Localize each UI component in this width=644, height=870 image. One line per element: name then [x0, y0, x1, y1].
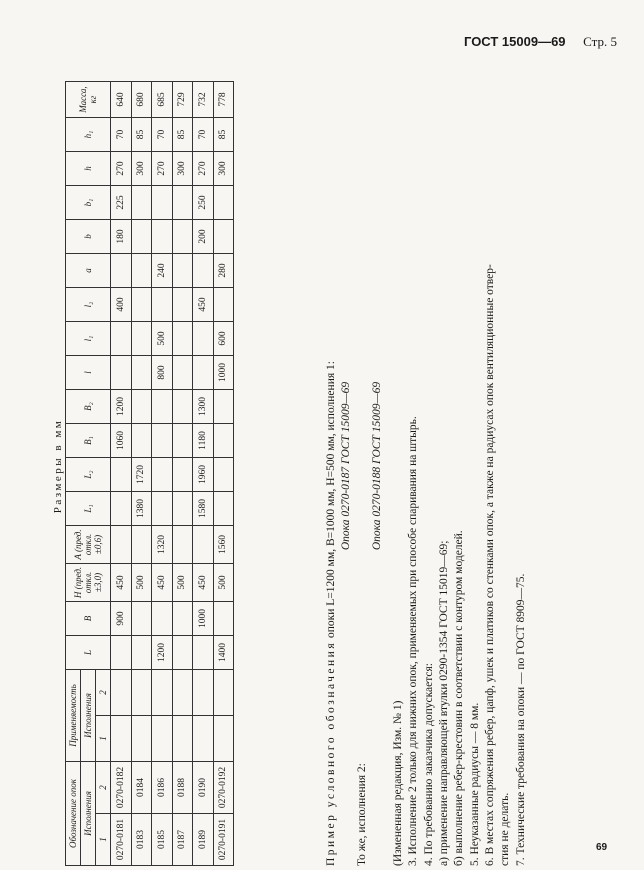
- col-header: h₁: [66, 118, 111, 152]
- table-cell: [152, 288, 173, 322]
- note-line: 6. В местах сопряжения ребер, цапф, ушек и платиков со стенками опок, а также на радиусах опок вентиляционные отвер-: [483, 264, 496, 866]
- table-cell: [111, 322, 132, 356]
- table-cell: [172, 526, 193, 564]
- table-cell: [172, 356, 193, 390]
- example-code: Опока 0270-0187 ГОСТ 15009—69: [340, 381, 353, 551]
- table-cell: [111, 254, 132, 288]
- table-cell: 778: [213, 82, 234, 118]
- table-cell: [111, 356, 132, 390]
- table-cell: 300: [131, 152, 152, 186]
- table-row: [111, 82, 132, 866]
- table-cell: [152, 670, 173, 716]
- col-header: L₁: [66, 492, 111, 526]
- table-cell: [213, 390, 234, 424]
- table-cell: 500: [213, 564, 234, 602]
- note-line: а) применение направляющей втулки 0290-1354 ГОСТ 15019—69;: [438, 540, 451, 866]
- notes: [324, 66, 529, 866]
- table-cell: [131, 424, 152, 458]
- rotated-content: [24, 66, 624, 866]
- col-header: L: [66, 636, 111, 670]
- table-cell: 500: [172, 564, 193, 602]
- table-cell: [131, 254, 152, 288]
- table-cell: 640: [111, 82, 132, 118]
- table-cell: 0270-0182: [111, 762, 132, 814]
- table-cell: [152, 492, 173, 526]
- table-cell: [131, 716, 152, 762]
- table-cell: 85: [172, 118, 193, 152]
- table-cell: 1720: [131, 458, 152, 492]
- table-cell: 200: [193, 220, 214, 254]
- col-header: 1: [96, 716, 111, 762]
- table-cell: 1060: [111, 424, 132, 458]
- table-cell: 0183: [131, 814, 152, 866]
- table-cell: [152, 458, 173, 492]
- table-cell: 270: [152, 152, 173, 186]
- table-cell: 450: [152, 564, 173, 602]
- table-row: [213, 82, 234, 866]
- table-cell: 450: [193, 288, 214, 322]
- table-cell: 732: [193, 82, 214, 118]
- table-row: [152, 82, 173, 866]
- table-cell: 1200: [152, 636, 173, 670]
- table-cell: [213, 716, 234, 762]
- table-cell: [111, 670, 132, 716]
- table-cell: [213, 220, 234, 254]
- note-line: стия не делать.: [499, 792, 512, 866]
- col-header: B₂: [66, 390, 111, 424]
- table-caption: Размеры в мм: [52, 418, 64, 514]
- table-cell: [172, 322, 193, 356]
- table-cell: 250: [193, 186, 214, 220]
- example-label: Пример условного обозначения: [325, 640, 337, 866]
- table-cell: 270: [193, 152, 214, 186]
- col-header: 2: [96, 670, 111, 716]
- table-cell: 180: [111, 220, 132, 254]
- example-text: опоки L=1200 мм, B=1000 мм, H=500 мм, исполнения 1:: [325, 361, 337, 638]
- table-cell: 300: [172, 152, 193, 186]
- table-cell: 1180: [193, 424, 214, 458]
- table-cell: 1320: [152, 526, 173, 564]
- table-cell: [131, 670, 152, 716]
- table-cell: 1200: [111, 390, 132, 424]
- table-cell: 450: [193, 564, 214, 602]
- table-cell: 500: [152, 322, 173, 356]
- table-cell: [131, 356, 152, 390]
- table-cell: [193, 254, 214, 288]
- table-cell: 70: [111, 118, 132, 152]
- table-cell: [213, 670, 234, 716]
- table-cell: [131, 288, 152, 322]
- note-line: 3. Исполнение 2 только для нижних опок, применяемых при способе спаривания на штырь.: [407, 416, 420, 866]
- variants-header: Исполнения: [81, 762, 96, 866]
- table-cell: [193, 670, 214, 716]
- table-cell: [172, 220, 193, 254]
- table-cell: [152, 220, 173, 254]
- table-cell: [172, 288, 193, 322]
- note-line: б) выполнение ребер-крестовин в соответствии с контуром моделей.: [453, 530, 466, 866]
- table-cell: 900: [111, 602, 132, 636]
- table-row: [193, 82, 214, 866]
- table-cell: [152, 424, 173, 458]
- note-line: 7. Технические требования на опоки — по ГОСТ 8909—75.: [514, 573, 527, 866]
- table-cell: [131, 390, 152, 424]
- col-header: l: [66, 356, 111, 390]
- table-cell: [172, 670, 193, 716]
- table-cell: [213, 602, 234, 636]
- table-cell: 1300: [193, 390, 214, 424]
- table-cell: 300: [213, 152, 234, 186]
- table-cell: [152, 716, 173, 762]
- table-row: [131, 82, 152, 866]
- col-header: Масса, кг: [66, 82, 111, 118]
- table-cell: [131, 322, 152, 356]
- table-cell: 240: [152, 254, 173, 288]
- table-cell: [172, 254, 193, 288]
- col-header: H (пред. откл. ±3,0): [66, 564, 111, 602]
- dimensions-table: [65, 81, 234, 866]
- table-cell: [213, 186, 234, 220]
- table-cell: 680: [131, 82, 152, 118]
- note-line: (Измененная редакция, Изм. № 1): [392, 700, 405, 866]
- table-cell: 1580: [193, 492, 214, 526]
- table-cell: [172, 186, 193, 220]
- same-text: То же, исполнения 2:: [355, 763, 368, 866]
- note-line: 4. По требованию заказчика допускается:: [422, 662, 435, 866]
- table-cell: [193, 322, 214, 356]
- table-cell: [131, 526, 152, 564]
- table-cell: 1000: [213, 356, 234, 390]
- col-header: L₂: [66, 458, 111, 492]
- table-cell: [213, 424, 234, 458]
- table-cell: 1960: [193, 458, 214, 492]
- table-cell: 0184: [131, 762, 152, 814]
- table-cell: [172, 424, 193, 458]
- table-cell: 0270-0191: [213, 814, 234, 866]
- table-cell: [172, 636, 193, 670]
- table-cell: 1400: [213, 636, 234, 670]
- page-number: 69: [596, 842, 608, 853]
- table-row: [172, 82, 193, 866]
- table-body: [111, 82, 234, 866]
- table-cell: [111, 716, 132, 762]
- variants2-header: Исполнения: [81, 670, 96, 762]
- table-cell: [172, 458, 193, 492]
- table-cell: [111, 636, 132, 670]
- table-cell: [213, 458, 234, 492]
- col-header: 1: [96, 814, 111, 866]
- page-label: Стр. 5: [583, 34, 618, 49]
- table-cell: [111, 458, 132, 492]
- designation-header: Обозначение опок: [66, 762, 81, 866]
- col-header: b₁: [66, 186, 111, 220]
- table-cell: 0189: [193, 814, 214, 866]
- table-cell: 0188: [172, 762, 193, 814]
- col-header: l₂: [66, 288, 111, 322]
- table-cell: [131, 636, 152, 670]
- table-cell: 729: [172, 82, 193, 118]
- table-cell: 0186: [152, 762, 173, 814]
- table-cell: 0270-0181: [111, 814, 132, 866]
- standard-number: ГОСТ 15009—69: [464, 34, 566, 49]
- table-cell: 70: [193, 118, 214, 152]
- example-line: [324, 66, 339, 866]
- table-cell: 0187: [172, 814, 193, 866]
- table-cell: 600: [213, 322, 234, 356]
- col-header: B: [66, 602, 111, 636]
- table-cell: 1560: [213, 526, 234, 564]
- page-header: [464, 34, 617, 50]
- col-header: l₁: [66, 322, 111, 356]
- table-cell: [193, 636, 214, 670]
- table-cell: [131, 220, 152, 254]
- col-header: 2: [96, 762, 111, 814]
- table-cell: 225: [111, 186, 132, 220]
- table-cell: [152, 602, 173, 636]
- table-cell: [172, 390, 193, 424]
- table-cell: [111, 492, 132, 526]
- col-header: h: [66, 152, 111, 186]
- table-cell: 85: [213, 118, 234, 152]
- table-cell: [172, 716, 193, 762]
- table-cell: 270: [111, 152, 132, 186]
- table-cell: 450: [111, 564, 132, 602]
- table-cell: [193, 716, 214, 762]
- note-line: 5. Неуказанные радиусы — 8 мм.: [468, 702, 481, 866]
- table-cell: 500: [131, 564, 152, 602]
- table-cell: [213, 288, 234, 322]
- table-cell: 1000: [193, 602, 214, 636]
- col-header: b: [66, 220, 111, 254]
- table-cell: 0190: [193, 762, 214, 814]
- table-cell: 0185: [152, 814, 173, 866]
- table-cell: [193, 526, 214, 564]
- table-cell: [193, 356, 214, 390]
- table-cell: [131, 602, 152, 636]
- table-cell: 800: [152, 356, 173, 390]
- table-cell: 280: [213, 254, 234, 288]
- table-cell: 0270-0192: [213, 762, 234, 814]
- table-cell: [172, 492, 193, 526]
- table-cell: [152, 390, 173, 424]
- table-cell: 1380: [131, 492, 152, 526]
- table-cell: 400: [111, 288, 132, 322]
- table-cell: 685: [152, 82, 173, 118]
- table-cell: 70: [152, 118, 173, 152]
- col-header: a: [66, 254, 111, 288]
- table-cell: [131, 186, 152, 220]
- table-cell: [172, 602, 193, 636]
- col-header: A (пред. откл. ±0,6): [66, 526, 111, 564]
- table-cell: [111, 526, 132, 564]
- table-cell: 85: [131, 118, 152, 152]
- applicability-header: Применяемость: [66, 670, 81, 762]
- col-header: B₁: [66, 424, 111, 458]
- table-cell: [213, 492, 234, 526]
- table-cell: [152, 186, 173, 220]
- same-code: Опока 0270-0188 ГОСТ 15009—69: [370, 381, 383, 551]
